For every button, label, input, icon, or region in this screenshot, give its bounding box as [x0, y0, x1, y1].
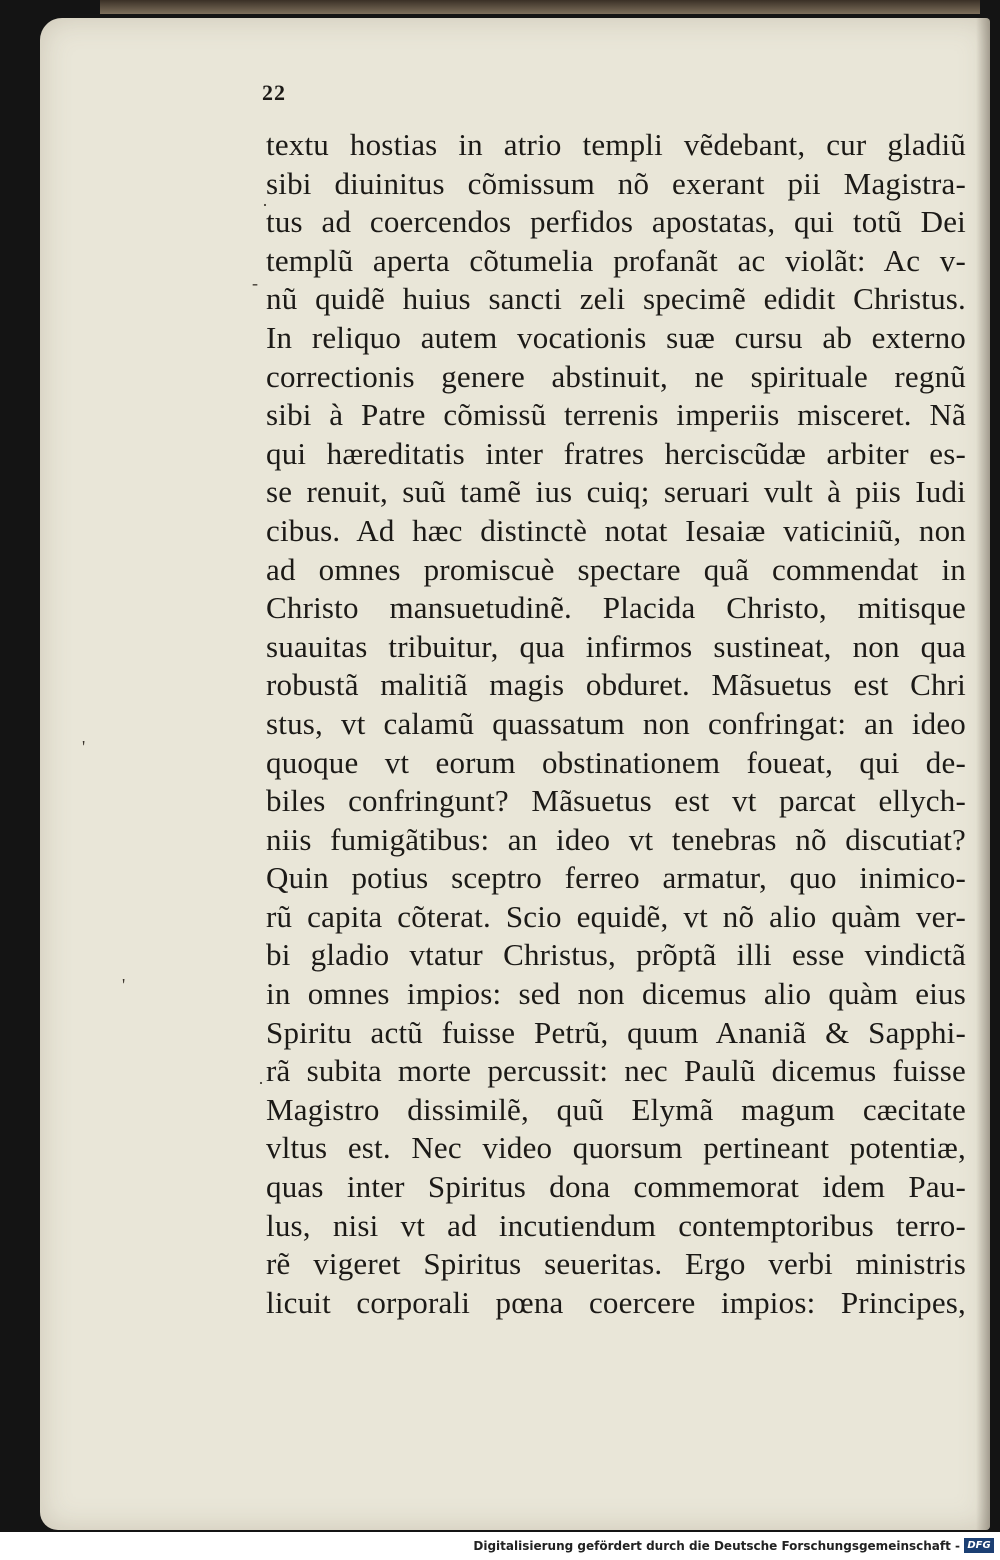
dfg-credit-text: Digitalisierung gefördert durch die Deutsche Forschungsgemeinschaft -: [473, 1539, 960, 1553]
text-line: Spiritu actũ fuisse Petrũ, quum Ananiã & Sapphi-: [266, 1014, 966, 1050]
text-line: Christo mansuetudinẽ. Placida Christo, mitisque: [266, 590, 966, 626]
page-gutter-shadow: [976, 18, 990, 1530]
text-line: quoque vt eorum obstinationem foueat, qui de-: [266, 744, 966, 780]
text-line: rũ capita cõterat. Scio equidẽ, vt nõ alio quàm ver-: [266, 898, 966, 934]
text-line: vltus est. Nec video quorsum pertineant potentiæ,: [266, 1130, 966, 1166]
text-line: qui hæreditatis inter fratres herciscũdæ arbiter es-: [266, 435, 966, 471]
margin-mark: -: [252, 273, 258, 293]
text-line: Magistro dissimilẽ, quũ Elymã magum cæcitate: [266, 1091, 966, 1127]
text-line: in omnes impios: sed non dicemus alio quàm eius: [266, 976, 966, 1012]
body-text: [266, 126, 966, 1322]
text-line: biles confringunt? Mãsuetus est vt parcat ellych-: [266, 783, 966, 819]
text-line: sibi diuinitus cõmissum nõ exerant pii Magistra-: [266, 165, 966, 201]
text-line: tus ad coercendos perfidos apostatas, qui totũ Dei: [266, 204, 966, 240]
text-line: ad omnes promiscuè spectare quã commendat in: [266, 551, 966, 587]
margin-mark: ·: [262, 195, 268, 215]
text-line: nũ quidẽ huius sancti zeli specimẽ edidit Christus.: [266, 281, 966, 317]
margin-mark: ': [82, 737, 86, 757]
text-line: suauitas tribuitur, qua infirmos sustineat, non qua: [266, 628, 966, 664]
text-line: licuit corporali pœna coercere impios: Principes,: [266, 1284, 966, 1320]
text-line: templũ aperta cõtumelia profanãt ac violãt: Ac v-: [266, 242, 966, 278]
text-line: stus, vt calamũ quassatum non confringat: an ideo: [266, 705, 966, 741]
text-line: robustã malitiã magis obduret. Mãsuetus est Chri: [266, 667, 966, 703]
text-line: rẽ vigeret Spiritus seueritas. Ergo verbi ministris: [266, 1246, 966, 1282]
text-line: lus, nisi vt ad incutiendum contemptoribus terro-: [266, 1207, 966, 1243]
text-line: rã subita morte percussit: nec Paulũ dicemus fuisse: [266, 1053, 966, 1089]
text-line: se renuit, suũ tamẽ ius cuiq; seruari vult à piis Iudi: [266, 474, 966, 510]
text-line: bi gladio vtatur Christus, prõptã illi esse vindictã: [266, 937, 966, 973]
scanned-page: [40, 18, 990, 1530]
text-line: Quin potius sceptro ferreo armatur, quo inimico-: [266, 860, 966, 896]
digitization-footer: [0, 1532, 1000, 1560]
text-line: cibus. Ad hæc distinctè notat Iesaiæ vaticiniũ, non: [266, 512, 966, 548]
text-line: In reliquo autem vocationis suæ cursu ab externo: [266, 319, 966, 355]
text-line: correctionis genere abstinuit, ne spirituale regnũ: [266, 358, 966, 394]
dfg-logo: DFG: [964, 1538, 994, 1553]
text-line: quas inter Spiritus dona commemorat idem Pau-: [266, 1169, 966, 1205]
page-number: 22: [262, 80, 286, 105]
text-line: sibi à Patre cõmissũ terrenis imperiis misceret. Nã: [266, 397, 966, 433]
text-line: textu hostias in atrio templi vẽdebant, cur gladiũ: [266, 127, 966, 162]
book-top-edge: [100, 0, 980, 14]
margin-mark: ': [122, 975, 126, 995]
margin-mark: ·: [258, 1073, 264, 1093]
text-line: niis fumigãtibus: an ideo vt tenebras nõ discutiat?: [266, 821, 966, 857]
